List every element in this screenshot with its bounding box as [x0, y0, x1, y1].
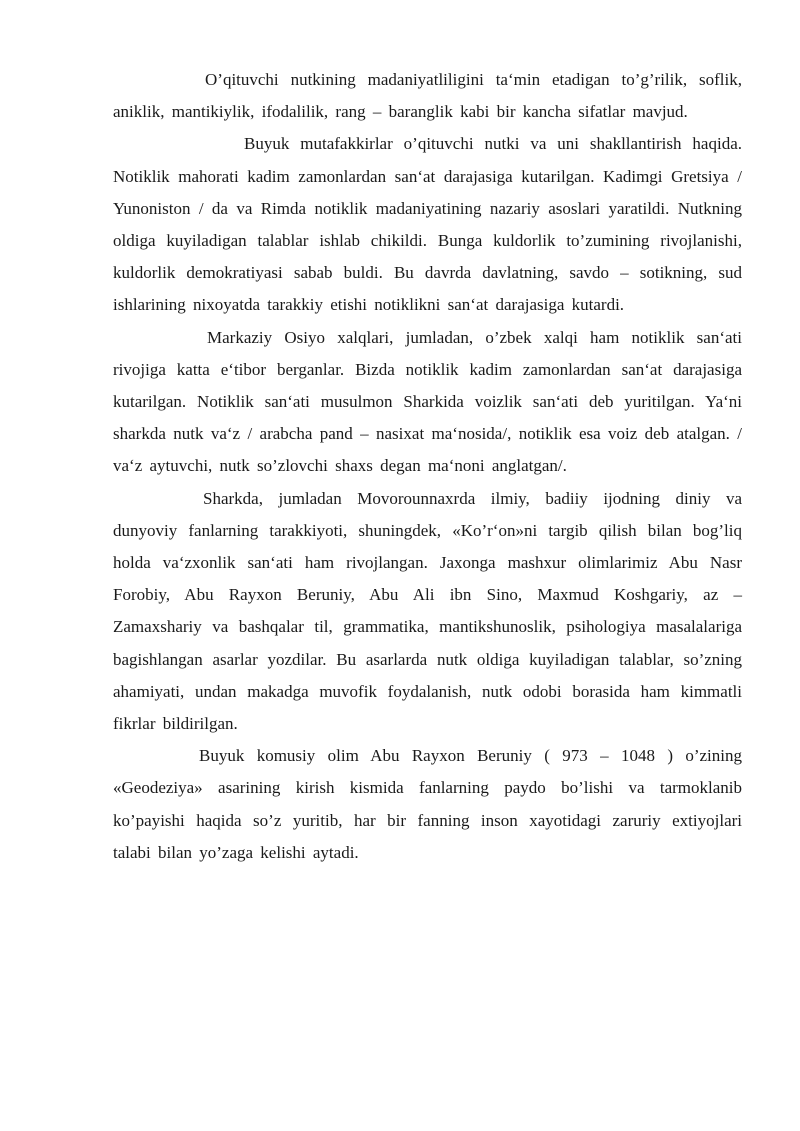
paragraph-ancient-oratory: Buyuk mutafakkirlar o’qituvchi nutki va uni shakllantirish haqida. Notiklik mahorati kadim zamonlardan san‘at darajasiga kutarilgan. Kadimgi Gretsiya / Yunoniston / da va Rimda notiklik madaniyatining nazariy asoslari yaratildi. Nutkning oldiga kuyiladigan talablar ishlab chikildi. Bunga kuldorlik to’zumining rivojlanishi, kuldorlik demokratiyasi sabab buldi. Bu davrda davlatning, savdo – sotikning, sud ishlarining nixoyatda tarakkiy etishi notiklikni san‘at darajasiga kutardi. [113, 134, 742, 315]
paragraph-speech-qualities: O’qituvchi nutkining madaniyatliligini ta‘min etadigan to’g’rilik, soflik, aniklik, mantikiylik, ifodalilik, rang – baranglik kabi bir kancha sifatlar mavjud. [113, 70, 742, 122]
paragraph-beruniy-geodesy: Buyuk komusiy olim Abu Rayxon Beruniy ( 973 – 1048 ) o’zining «Geodeziya» asarining kirish kismida fanlarning paydo bo’lishi va tarmoklanib ko’payishi haqida so’z yuritib, har bir fanning inson xayotidagi zaruriy extiyojlari talabi bilan yo’zaga kelishi aytadi. [113, 746, 742, 862]
paragraph-central-asia-oratory: Markaziy Osiyo xalqlari, jumladan, o’zbek xalqi ham notiklik san‘ati rivojiga katta e‘tibor berganlar. Bizda notiklik kadim zamonlardan san‘at darajasiga kutarilgan. Notiklik san‘ati musulmon Sharkida voizlik san‘ati deb yuritilgan. Ya‘ni sharkda nutk va‘z / arabcha pand – nasixat ma‘nosida/, notiklik esa voiz deb atalgan. / va‘z aytuvchi, nutk so’zlovchi shaxs degan ma‘noni anglatgan/. [113, 327, 742, 476]
document-body [113, 64, 742, 869]
paragraph-eastern-scholars: Sharkda, jumladan Movorounnaxrda ilmiy, badiiy ijodning diniy va dunyoviy fanlarning tarakkiyoti, shuningdek, «Ko’r‘on»ni targib qilish bilan bog’liq holda va‘zxonlik san‘ati ham rivojlangan. Jaxonga mashxur olimlarimiz Abu Nasr Forobiy, Abu Rayxon Beruniy, Abu Ali ibn Sino, Maxmud Koshgariy, az – Zamaxshariy va bashqalar til, grammatika, mantikshunoslik, psihologiya masalalariga bagishlangan asarlar yozdilar. Bu asarlarda nutk oldiga kuyiladigan talablar, so’zning ahamiyati, undan makadga muvofik foydalanish, nutk odobi borasida ham kimmatli fikrlar bildirilgan. [113, 488, 742, 734]
